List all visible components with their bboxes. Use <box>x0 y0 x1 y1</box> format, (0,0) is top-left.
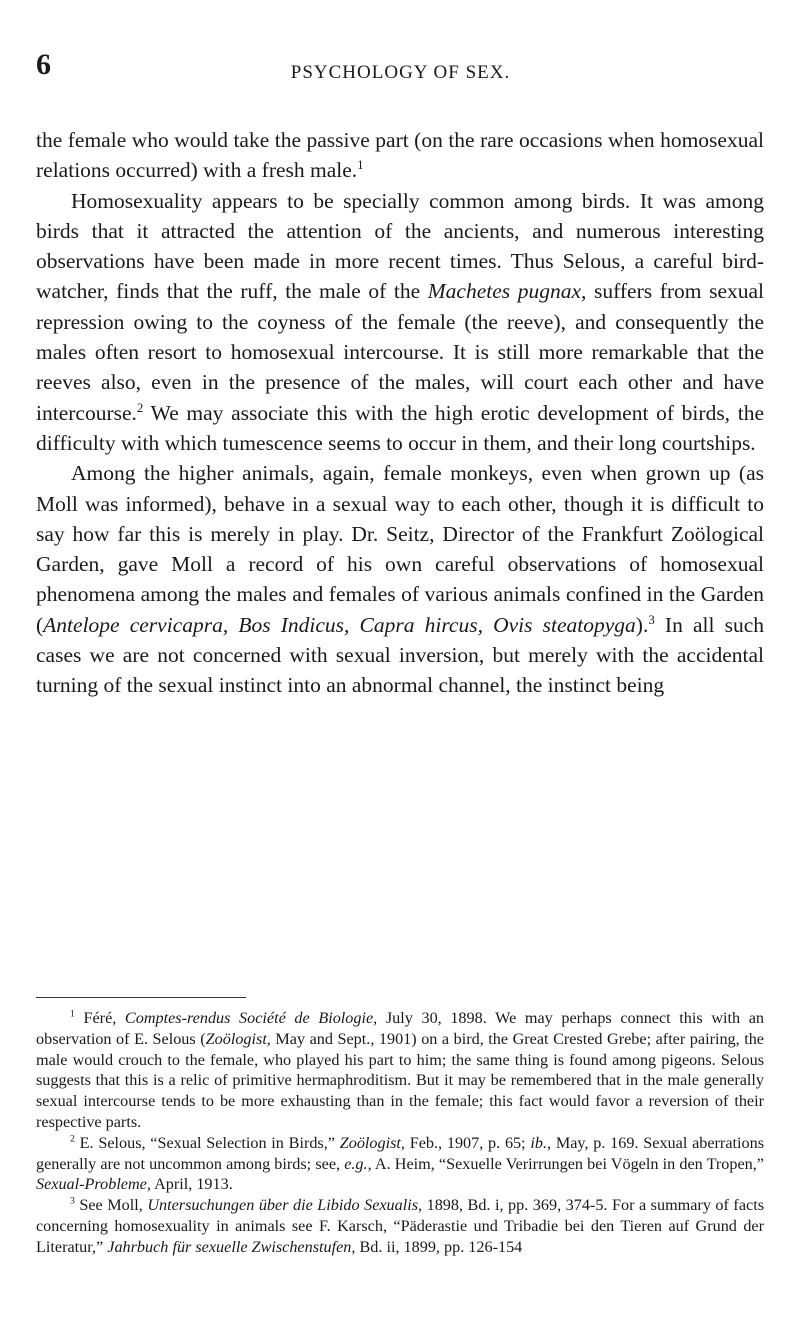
footnote-separator <box>36 997 246 998</box>
footnotes <box>36 1008 764 1258</box>
page-number: 6 <box>36 48 51 81</box>
footnote-1: $^1$ Féré, Comptes-rendus Société de Biologie, July 30, 1898. We may perhaps connect this with an observation of E. Selous (Zoölogist, May and Sept., 1901) on a bird, the Great Crested Grebe; after pairing, the male would crouch to the female, who played his part to him; the same thing is found among pigeons. Selous suggests that this is a relic of primitive hermaphroditism. But it may be remembered that in the male generally sexual intercourse tends to be more exhausting than in the female; this fact would favor a reversion of their respective parts. <box>36 1008 764 1131</box>
footnote-2: $^2$ E. Selous, “Sexual Selection in Birds,” Zoölogist, Feb., 1907, p. 65; ib., May, p. 169. Sexual aberrations generally are not uncommon among birds; see, e.g., A. Heim, “Sexuelle Verirrungen bei Vögeln in den Tropen,” Sexual-Probleme, April, 1913. <box>36 1133 764 1194</box>
footnote-ref-3: 3 <box>648 612 655 627</box>
running-head: PSYCHOLOGY OF SEX. <box>290 62 511 83</box>
paragraph-2: Homosexuality appears to be specially common among birds. It was among birds that it attracted the attention of the ancients, and numerous interesting observations have been made in more recent times. Thus Selous, a careful bird-watcher, finds that the ruff, the male of the Machetes pugnax, suffers from sexual repression owing to the coyness of the female (the reeve), and consequently the males often resort to homosexual intercourse. It is still more remarkable that the reeves also, even in the presence of the males, will court each other and have intercourse.$^2$ We may associate this with the high erotic development of birds, the difficulty with which tumescence seems to occur in them, and their long courtships. <box>36 188 764 455</box>
body-text <box>36 125 764 701</box>
footnote-3: $^3$ See Moll, Untersuchungen über die Libido Sexualis, 1898, Bd. i, pp. 369, 374-5. For a summary of facts concerning homosexuality in animals see F. Karsch, “Päderastie und Tribadie bei den Tieren auf Grund der Literatur,” Jahrbuch für sexuelle Zwischenstufen, Bd. ii, 1899, pp. 126-154 <box>36 1195 764 1256</box>
paragraph-3: Among the higher animals, again, female monkeys, even when grown up (as Moll was informed), behave in a sexual way to each other, though it is difficult to say how far this is merely in play. Dr. Seitz, Director of the Frankfurt Zoölogical Garden, gave Moll a record of his own careful observations of homosexual phenomena among the males and females of various animals confined in the Garden (Antelope cervicapra, Bos Indicus, Capra hircus, Ovis steatopyga).$^3$ In all such cases we are not concerned with sexual inversion, but merely with the accidental turning of the sexual instinct into an abnormal channel, the instinct being <box>36 461 764 698</box>
footnote-ref-1: 1 <box>357 158 364 173</box>
paragraph-1: the female who would take the passive part (on the rare occasions when homosexual relations occurred) with a fresh male.$^1$ <box>36 128 764 183</box>
footnote-ref-2: 2 <box>136 400 144 415</box>
